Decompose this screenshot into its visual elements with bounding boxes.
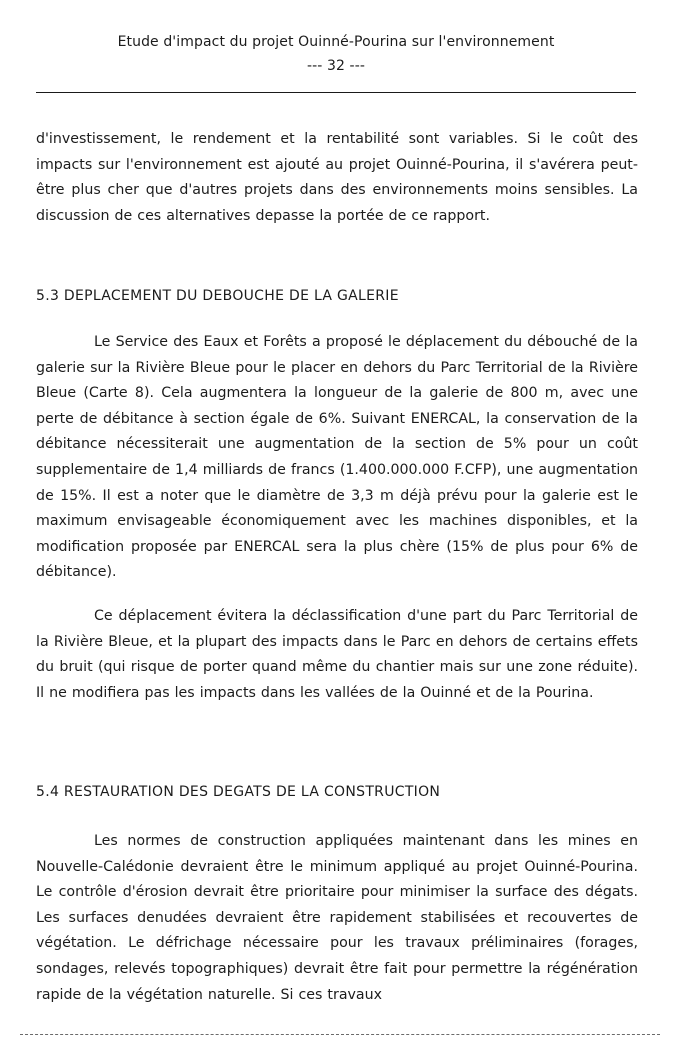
- paragraph-deplacement: Le Service des Eaux et Forêts a proposé le déplacement du débouché de la galerie sur la Rivière Bleue pour le placer en dehors du Parc Territorial de la Rivière Bleue (Carte 8). Cela augmentera la longueur de la galerie de 800 m, avec une perte de débitance à section égale de 6%. Suivant ENERCAL, la conservation de la débitance nécessiterait une augmentation de la section de 5% pour un coût supplementaire de 1,4 milliards de francs (1.400.000.000 F.CFP), une augmentation de 15%. Il est a noter que le diamètre de 3,3 m déjà prévu pour la galerie est le maximum envisageable économiquement avec les machines disponibles, et la modification proposée par ENERCAL sera la plus chère (15% de plus pour 6% de débitance).: [36, 334, 638, 581]
- section-heading-5-3: 5.3 DEPLACEMENT DU DEBOUCHE DE LA GALERIE: [36, 288, 399, 304]
- header-title: Etude d'impact du projet Ouinné-Pourina sur l'environnement: [117, 34, 555, 50]
- paragraph-restauration: Les normes de construction appliquées maintenant dans les mines en Nouvelle-Calédonie devraient être le minimum appliqué au projet Ouinné-Pourina. Le contrôle d'érosion devrait être prioritaire pour minimiser la surface des dégats. Les surfaces denudées devraient être rapidement stabilisées et recouvertes de végétation. Le défrichage nécessaire pour les travaux préliminaires (forages, sondages, relevés topographiques) devrait être fait pour permettre la régénération rapide de la végétation naturelle. Si ces travaux: [36, 833, 638, 1003]
- page-header: [36, 30, 636, 78]
- page-bottom-edge: [20, 1034, 660, 1035]
- section-heading-5-4: 5.4 RESTAURATION DES DEGATS DE LA CONSTRUCTION: [36, 784, 441, 800]
- paragraph-continuation: d'investissement, le rendement et la rentabilité sont variables. Si le coût des impacts sur l'environnement est ajouté au projet Ouinné-Pourina, il s'avérera peut-être plus cher que d'autres projets dans des environnements moins sensibles. La discussion de ces alternatives depasse la portée de ce rapport.: [36, 131, 638, 224]
- header-rule: [36, 92, 636, 93]
- page-number: --- 32 ---: [306, 58, 366, 74]
- paragraph-effets: Ce déplacement évitera la déclassification d'une part du Parc Territorial de la Rivière Bleue, et la plupart des impacts dans le Parc en dehors de certains effets du bruit (qui risque de porter quand même du chantier mais sur une zone réduite). Il ne modifiera pas les impacts dans les vallées de la Ouinné et de la Pourina.: [36, 608, 638, 701]
